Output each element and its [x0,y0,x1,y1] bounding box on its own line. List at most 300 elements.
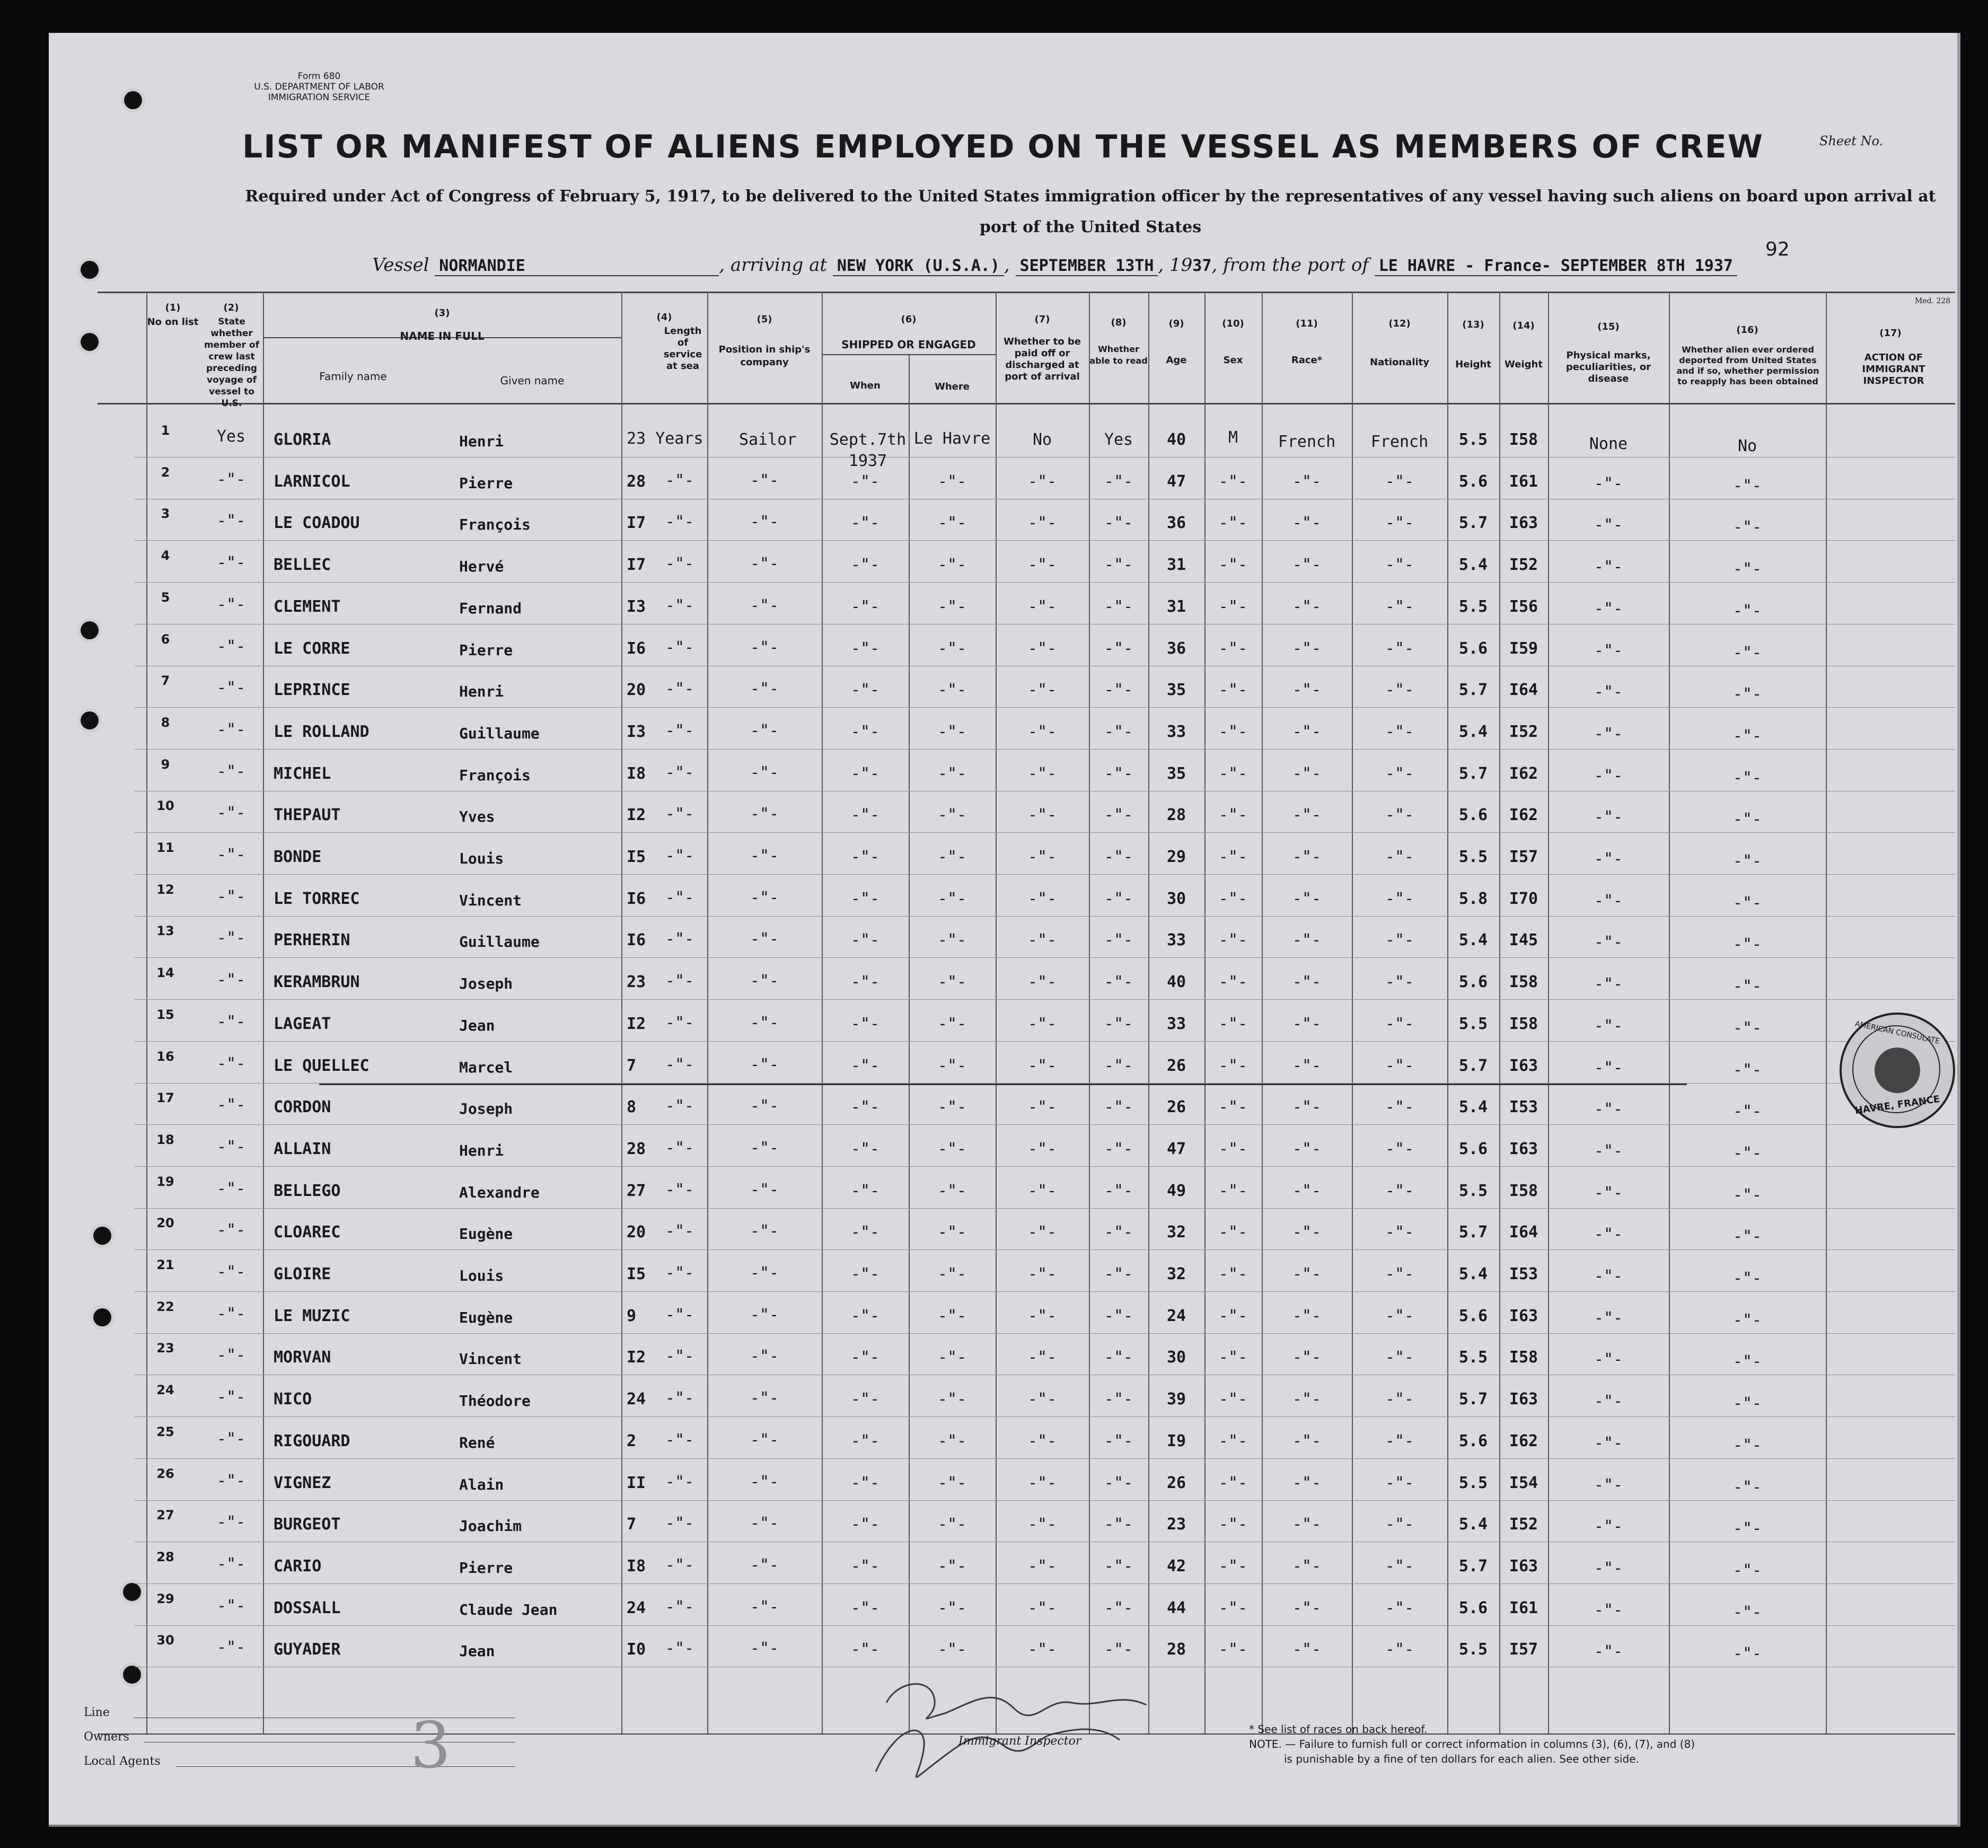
weight: I62 [1509,1432,1538,1450]
row-number: 10 [156,798,174,813]
table-row [135,749,1955,750]
height: 5.6 [1458,472,1488,491]
deported-ditto: -"- [1732,477,1762,495]
prev-voyage-ditto: -"- [216,1555,246,1573]
given-name: Guillaume [459,933,540,951]
given-name: René [459,1434,495,1451]
service-ditto: -"- [665,1264,694,1282]
read-ditto: -"- [1104,931,1133,949]
col-5-header: Position in ship's company [718,344,811,368]
paid-ditto: -"- [1027,597,1057,616]
marks-ditto: -"- [1594,892,1623,910]
when-ditto: -"- [850,973,880,991]
service-ditto: -"- [665,1055,694,1074]
sex-ditto: -"- [1218,472,1248,491]
service-ditto: -"- [665,972,694,990]
row-number: 2 [161,465,170,480]
prev-voyage-ditto: -"- [216,1346,246,1365]
service-length: I5 [627,1265,646,1283]
col-2-number: (2) [223,302,239,313]
punch-hole [123,1583,141,1601]
marks-ditto: -"- [1594,1559,1623,1578]
deported-ditto: -"- [1732,644,1762,662]
when-ditto: -"- [850,556,880,574]
table-row [135,1625,1955,1626]
service-ditto: -"- [665,1556,694,1574]
paid-ditto: -"- [1027,556,1057,574]
family-name: LE QUELLEC [274,1057,370,1075]
nationality-ditto: -"- [1385,973,1414,991]
arrival-date: SEPTEMBER 13TH [1016,257,1158,276]
family-name: GLOIRE [274,1265,331,1283]
race: French [1278,433,1336,451]
paid-ditto: -"- [1027,806,1057,824]
service-ditto: -"- [665,1139,694,1157]
position-ditto: -"- [750,805,779,823]
prev-voyage-ditto: -"- [216,1638,246,1657]
height: 5.5 [1458,1015,1488,1033]
read-ditto: -"- [1104,514,1133,532]
stamp-top-text: AMERICAN CONSULATE [1854,1019,1941,1046]
given-name: François [459,516,531,533]
family-name: BELLEC [274,556,331,574]
year-prefix: , 19 [1158,254,1193,276]
when-ditto: -"- [850,1057,880,1075]
given-name: Henri [459,683,504,700]
prev-voyage-ditto: -"- [216,1263,246,1281]
family-name: PERHERIN [274,931,350,949]
position-ditto: -"- [750,1222,779,1240]
service-ditto: -"- [665,1181,694,1199]
read-ditto: -"- [1104,1557,1133,1576]
punch-hole [93,1308,111,1326]
service-length: 20 [627,1223,646,1242]
sex-ditto: -"- [1218,890,1248,908]
where-ditto: -"- [937,1515,967,1534]
age: 28 [1166,806,1186,824]
deported-ditto: -"- [1732,1186,1762,1204]
age: 33 [1166,1015,1186,1033]
service-ditto: -"- [665,1389,694,1407]
agents-rule [176,1766,515,1767]
weight: I57 [1509,1640,1538,1659]
when-ditto: -"- [850,472,880,491]
family-name: LAGEAT [274,1015,331,1033]
voyage-line: Vessel NORMANDIE , arriving at NEW YORK (U.S.A.) , SEPTEMBER 13TH , 1937, from the port of LE HAVRE - France- SEPTEMBER 8TH 1937 [372,254,1737,276]
position-ditto: -"- [750,1514,779,1533]
family-name: KERAMBRUN [274,973,360,991]
where-ditto: -"- [937,931,967,949]
deported-ditto: -"- [1732,518,1762,536]
position-ditto: -"- [750,1556,779,1574]
height: 5.8 [1458,890,1488,908]
family-name: ALLAIN [274,1140,331,1158]
paid-ditto: -"- [1027,1599,1057,1617]
weight: I62 [1509,764,1538,783]
nationality-ditto: -"- [1385,472,1414,491]
family-name: BURGEOT [274,1515,341,1534]
service-length: 7 [627,1515,637,1534]
sex-ditto: -"- [1218,1557,1248,1576]
service-length: 24 [627,1390,646,1409]
height: 5.4 [1458,723,1488,741]
paid-ditto: -"- [1027,681,1057,699]
owners-rule [144,1742,515,1743]
table-row [135,582,1955,583]
position-ditto: -"- [750,1139,779,1157]
prev-voyage-ditto: -"- [216,1472,246,1490]
race-ditto: -"- [1292,1557,1322,1576]
sex: M [1228,428,1238,447]
when-ditto: -"- [850,1223,880,1242]
service-length: I0 [627,1640,646,1659]
read-ditto: -"- [1104,1182,1133,1200]
prev-voyage-ditto: -"- [216,804,246,822]
race-ditto: -"- [1292,1599,1322,1617]
paid-ditto: -"- [1027,973,1057,991]
sex-ditto: -"- [1218,1307,1248,1325]
prev-voyage-ditto: -"- [216,1388,246,1406]
prev-voyage-ditto: -"- [216,679,246,697]
height: 5.4 [1458,1098,1488,1116]
vessel-name: NORMANDIE [435,257,719,276]
paid-ditto: -"- [1027,472,1057,491]
where-ditto: -"- [937,1223,967,1242]
row-number: 3 [161,506,170,521]
col-4-header: Length of service at sea [663,325,702,372]
height: 5.7 [1458,681,1488,699]
signature-stan-olson [886,1684,1146,1719]
marks-ditto: -"- [1594,641,1623,660]
age: 44 [1166,1599,1186,1617]
service-length: 7 [627,1057,637,1075]
position-ditto: -"- [750,471,779,490]
deported-ditto: -"- [1732,1269,1762,1288]
given-name: Louis [459,1267,504,1284]
given-name: Joachim [459,1517,522,1535]
marks-ditto: -"- [1594,1142,1623,1160]
service-length: 23 Years [627,429,703,448]
sex-ditto: -"- [1218,1432,1248,1450]
prev-voyage-ditto: -"- [216,1305,246,1323]
prev-voyage-ditto: -"- [216,720,246,739]
service-ditto: -"- [665,888,694,907]
prev-voyage-ditto: -"- [216,971,246,989]
races-note: * See list of races on back hereof. [1249,1723,1428,1736]
marks-ditto: -"- [1594,1601,1623,1620]
marks-ditto: -"- [1594,808,1623,826]
paid-ditto: -"- [1027,764,1057,783]
local-agents-label: Local Agents [84,1755,161,1768]
given-name: Louis [459,850,504,867]
row-number: 7 [161,673,170,688]
service-ditto: -"- [665,763,694,782]
race-ditto: -"- [1292,1390,1322,1409]
col-5-number: (5) [757,314,772,325]
service: IMMIGRATION SERVICE [268,92,371,103]
deported-ditto: -"- [1732,1561,1762,1580]
given-name: Guillaume [459,725,540,742]
row-number: 11 [156,840,174,855]
family-name: LARNICOL [274,472,350,491]
when-ditto: -"- [850,723,880,741]
row-number: 9 [161,757,170,772]
header-bottom-rule [98,403,1955,404]
eagle-seal-icon [1875,1048,1920,1093]
col-8-number: (8) [1111,317,1127,328]
weight: I63 [1509,1307,1538,1325]
col-13-number: (13) [1462,319,1484,330]
when-ditto: -"- [850,1265,880,1283]
prev-voyage-ditto: -"- [216,1221,246,1239]
vessel-label: Vessel [372,254,429,276]
when-ditto: -"- [850,1557,880,1576]
race-ditto: -"- [1292,1348,1322,1367]
read-ditto: -"- [1104,1140,1133,1158]
col-11-number: (11) [1296,318,1318,329]
table-top-rule [98,292,1955,293]
position-ditto: -"- [750,888,779,907]
height: 5.6 [1458,1307,1488,1325]
position-ditto: -"- [750,1264,779,1282]
deported-ditto: -"- [1732,769,1762,787]
age: 42 [1166,1557,1186,1576]
sex-ditto: -"- [1218,1599,1248,1617]
penalty-note-cont: is punishable by a fine of ten dollars for each alien. See other side. [1284,1753,1639,1765]
family-name: LEPRINCE [274,681,350,699]
marks-ditto: -"- [1594,1434,1623,1453]
service-length: I6 [627,931,646,949]
sex-ditto: -"- [1218,639,1248,658]
sex-ditto: -"- [1218,764,1248,783]
weight: I52 [1509,1515,1538,1534]
table-row [135,1333,1955,1334]
service-ditto: -"- [665,596,694,615]
race-ditto: -"- [1292,1432,1322,1450]
service-length: 28 [627,1140,646,1158]
weight: I57 [1509,848,1538,866]
age: 26 [1166,1057,1186,1075]
service-length: I6 [627,890,646,908]
table-row [135,1500,1955,1501]
row-number: 17 [156,1090,174,1105]
marks-ditto: -"- [1594,975,1623,993]
read-ditto: -"- [1104,806,1133,824]
read-ditto: -"- [1104,764,1133,783]
service-length: 20 [627,681,646,699]
deported: No [1737,437,1757,455]
read-ditto: -"- [1104,1265,1133,1283]
paid-ditto: -"- [1027,1640,1057,1659]
service-ditto: -"- [665,1306,694,1324]
marks-ditto: -"- [1594,1059,1623,1077]
page-subtitle: Required under Act of Congress of February 5, 1917, to be delivered to the United States immigration officer by the representatives of any vessel having such aliens on board upon arrival at port of the United States [245,187,1936,236]
deported-ditto: -"- [1732,1227,1762,1246]
position-ditto: -"- [750,513,779,531]
col-6-header: SHIPPED OR ENGAGED [841,338,976,351]
row-number: 20 [156,1216,174,1230]
sex-ditto: -"- [1218,973,1248,991]
col-4-number: (4) [656,312,672,323]
family-name: GLORIA [274,430,331,449]
when-header: When [850,380,881,391]
given-name: Marcel [459,1059,513,1076]
service-ditto: -"- [665,721,694,740]
col-6-number: (6) [901,314,917,325]
position-ditto: -"- [750,1598,779,1616]
sex-ditto: -"- [1218,1348,1248,1367]
nationality-ditto: -"- [1385,1098,1414,1116]
row-number: 13 [156,923,174,938]
given-name: Alexandre [459,1184,540,1201]
deported-ditto: -"- [1732,1603,1762,1622]
sex-ditto: -"- [1218,514,1248,532]
height: 5.6 [1458,1599,1488,1617]
age: 36 [1166,514,1186,532]
race-ditto: -"- [1292,848,1322,866]
deported-ditto: -"- [1732,894,1762,912]
given-name-header: Given name [500,374,565,387]
marks-ditto: -"- [1594,933,1623,952]
race-ditto: -"- [1292,1223,1322,1242]
nationality-ditto: -"- [1385,1557,1414,1576]
weight: I63 [1509,1557,1538,1576]
punch-hole [124,91,142,109]
nationality-ditto: -"- [1385,639,1414,658]
given-name: Jean [459,1642,495,1660]
given-name: Pierre [459,641,513,659]
service-length: I2 [627,806,646,824]
row-number: 5 [161,590,170,605]
sex-ditto: -"- [1218,556,1248,574]
read-ditto: -"- [1104,1432,1133,1450]
where-ditto: -"- [937,973,967,991]
read-ditto: -"- [1104,472,1133,491]
where-ditto: -"- [937,1307,967,1325]
col-1-header: No on list [147,316,199,328]
weight: I70 [1509,890,1538,908]
paid-ditto: -"- [1027,639,1057,658]
deported-ditto: -"- [1732,1644,1762,1663]
able-to-read: Yes [1104,430,1133,449]
age: 28 [1166,1640,1186,1659]
read-ditto: -"- [1104,1057,1133,1075]
col-10-number: (10) [1222,318,1244,329]
family-name: LE CORRE [274,639,350,658]
marks-ditto: -"- [1594,1309,1623,1327]
service-ditto: -"- [665,1639,694,1658]
family-name: CLEMENT [274,597,341,616]
where-ditto: -"- [937,1640,967,1659]
age: 26 [1166,1098,1186,1116]
marks-ditto: -"- [1594,1225,1623,1244]
marks-ditto: -"- [1594,1476,1623,1494]
row-number: 12 [156,882,174,897]
table-row [135,916,1955,917]
where-ditto: -"- [937,472,967,491]
manifest-sheet [49,33,1960,1827]
height: 5.6 [1458,806,1488,824]
given-name: Vincent [459,892,522,909]
sex-ditto: -"- [1218,1515,1248,1534]
height: 5.6 [1458,973,1488,991]
nationality-ditto: -"- [1385,1057,1414,1075]
column-divider [263,292,264,1733]
sheet-number: 92 [1765,239,1790,260]
department: U.S. DEPARTMENT OF LABOR [254,82,384,92]
nationality-ditto: -"- [1385,1182,1414,1200]
when-ditto: -"- [850,848,880,866]
race-ditto: -"- [1292,1098,1322,1116]
height: 5.7 [1458,1390,1488,1409]
height: 5.5 [1458,430,1488,449]
race-ditto: -"- [1292,764,1322,783]
paid-ditto: -"- [1027,1474,1057,1492]
row-number: 27 [156,1508,174,1523]
marks-ditto: -"- [1594,600,1623,618]
row-number: 15 [156,1007,174,1022]
weight: I53 [1509,1265,1538,1283]
given-name: Alain [459,1476,504,1493]
col-12-header: Nationality [1370,357,1429,368]
family-name-header: Family name [319,370,387,383]
height: 5.5 [1458,1182,1488,1200]
where-ditto: -"- [937,1182,967,1200]
age: 36 [1166,639,1186,658]
age: 32 [1166,1265,1186,1283]
race-ditto: -"- [1292,723,1322,741]
height: 5.5 [1458,848,1488,866]
weight: I58 [1509,1182,1538,1200]
age: 49 [1166,1182,1186,1200]
col-7-header: Whether to be paid off or discharged at port of arrival [1004,336,1081,382]
row-number: 14 [156,965,174,980]
nationality-ditto: -"- [1385,723,1414,741]
read-ditto: -"- [1104,890,1133,908]
table-row [135,1458,1955,1459]
weight: I52 [1509,723,1538,741]
height: 5.7 [1458,1223,1488,1242]
where-ditto: -"- [937,1057,967,1075]
where-ditto: -"- [937,1015,967,1033]
when-ditto: -"- [850,597,880,616]
col-12-number: (12) [1388,318,1411,329]
when-ditto: -"- [850,1182,880,1200]
given-name: Henri [459,433,504,450]
table-row [135,1416,1955,1417]
family-name: BONDE [274,848,322,866]
sex-ditto: -"- [1218,1182,1248,1200]
when-ditto: -"- [850,764,880,783]
marks-ditto: -"- [1594,767,1623,785]
height: 5.6 [1458,639,1488,658]
given-name: Eugène [459,1309,513,1326]
position-ditto: -"- [750,1306,779,1324]
paid-off: No [1032,430,1052,449]
family-name: RIGOUARD [274,1432,350,1450]
age: 40 [1166,430,1186,449]
table-row [135,1249,1955,1250]
nationality-ditto: -"- [1385,1140,1414,1158]
where-ditto: -"- [937,1348,967,1367]
age: 35 [1166,764,1186,783]
col-14-number: (14) [1512,320,1535,331]
service-length: 2 [627,1432,637,1450]
sex-ditto: -"- [1218,1390,1248,1409]
height: 5.5 [1458,597,1488,616]
row-number: 24 [156,1383,174,1397]
given-name: Théodore [459,1392,531,1410]
